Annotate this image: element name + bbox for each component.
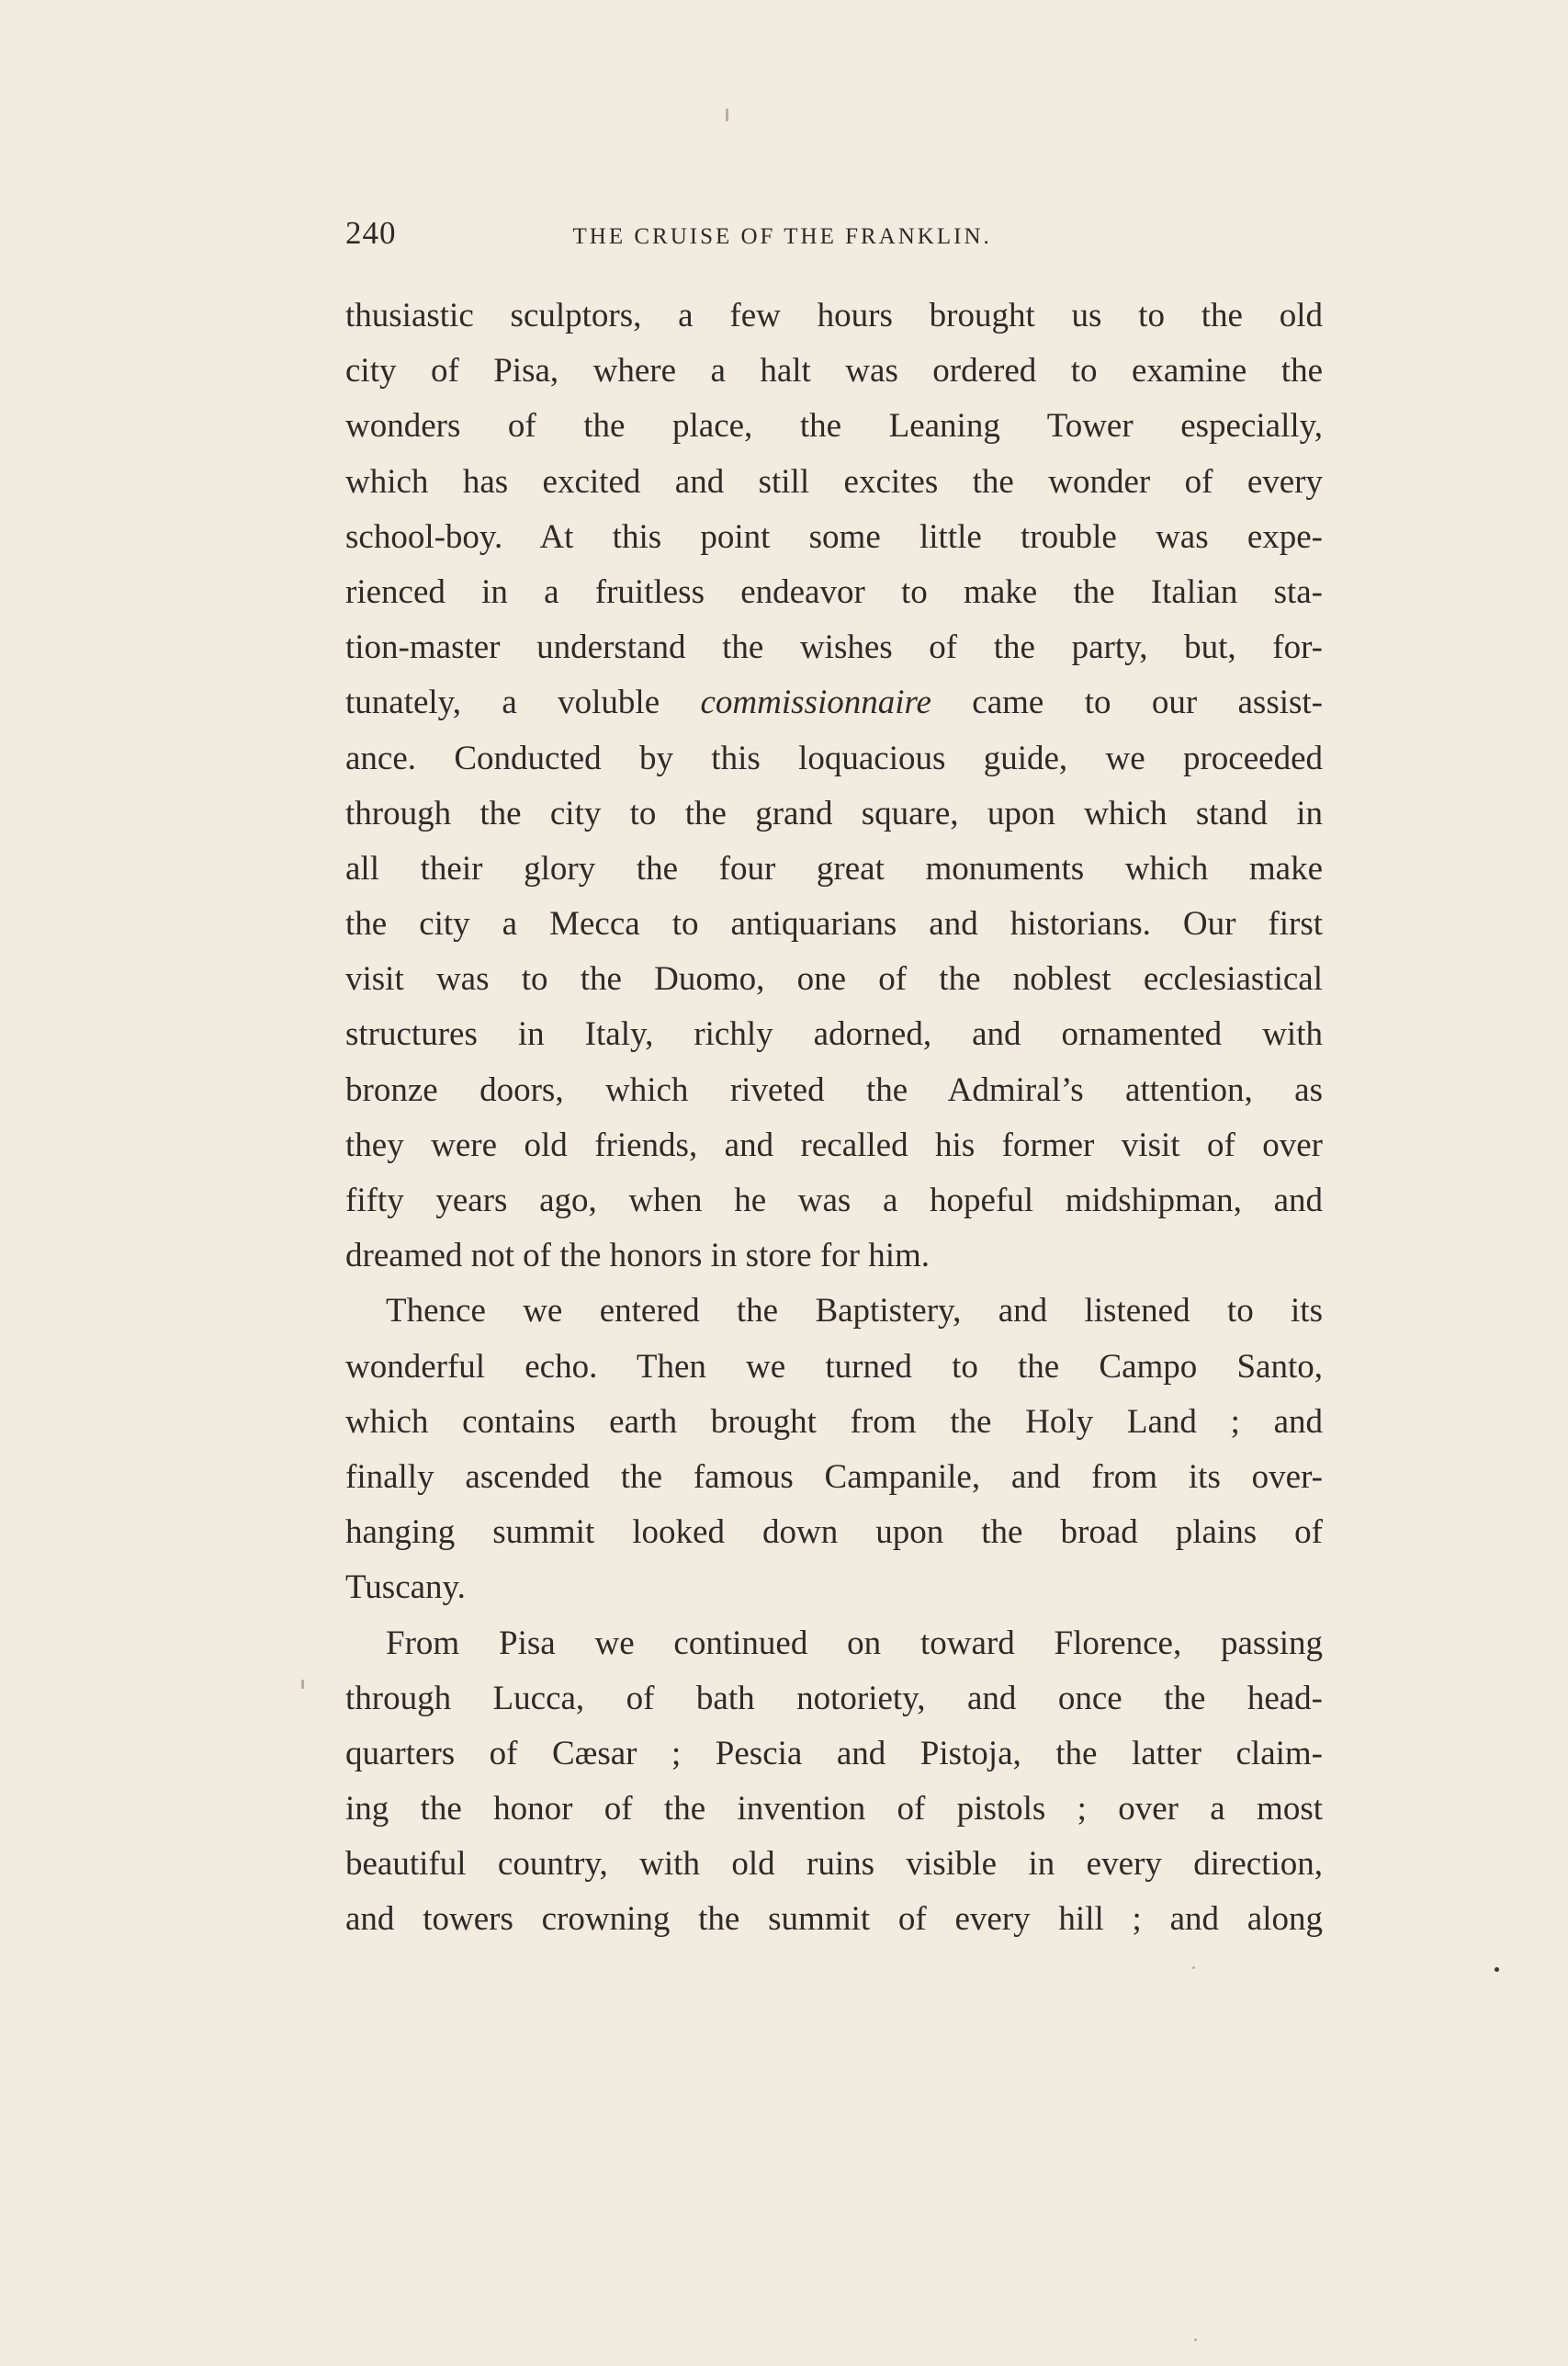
paper-speck xyxy=(726,108,728,121)
text-line: ance. Conducted by this loquacious guide, we proceeded xyxy=(345,739,1323,777)
paper-speck xyxy=(1192,1966,1195,1969)
text-line: through Lucca, of bath notoriety, and once the head- xyxy=(345,1679,1323,1717)
text-line: through the city to the grand square, upon which stand in xyxy=(345,794,1323,832)
page-number: 240 xyxy=(345,215,397,251)
running-title: THE CRUISE OF THE FRANKLIN. xyxy=(572,224,992,249)
text-line: rienced in a fruitless endeavor to make the Italian sta- xyxy=(345,572,1323,611)
text-line: tion-master understand the wishes of the party, but, for- xyxy=(345,628,1323,667)
text-line: school-boy. At this point some little trouble was expe- xyxy=(345,517,1323,556)
paper-speck xyxy=(1194,2338,1197,2341)
text-line: visit was to the Duomo, one of the noblest ecclesiastical xyxy=(345,960,1323,999)
text-line: finally ascended the famous Campanile, and from its over- xyxy=(345,1457,1323,1496)
italic-word: commissionnaire xyxy=(700,684,931,722)
text-line: thusiastic sculptors, a few hours brought us to the old xyxy=(345,297,1323,334)
text-line: all their glory the four great monuments which make xyxy=(345,849,1323,888)
text-line: wonders of the place, the Leaning Tower especially, xyxy=(345,407,1323,446)
text-line-with-italic xyxy=(345,675,1323,730)
paragraph-end-line: Tuscany. xyxy=(345,1568,466,1607)
text-line: fifty years ago, when he was a hopeful midshipman, and xyxy=(345,1182,1323,1219)
text-line: hanging summit looked down upon the broad plains of xyxy=(345,1513,1323,1552)
text-line: which has excited and still excites the wonder of every xyxy=(345,462,1323,501)
text-segment: came to our assist- xyxy=(931,684,1324,722)
text-line: beautiful country, with old ruins visible in every direction, xyxy=(345,1845,1323,1884)
text-line: they were old friends, and recalled his former visit of over xyxy=(345,1126,1323,1164)
text-line: ing the honor of the invention of pistols ; over a most xyxy=(345,1790,1323,1828)
text-segment: tunately, a voluble xyxy=(345,684,701,722)
paper-speck xyxy=(301,1680,304,1689)
text-line: which contains earth brought from the Holy Land ; and xyxy=(345,1402,1323,1441)
text-line: structures in Italy, richly adorned, and ornamented with xyxy=(345,1015,1323,1054)
text-line: and towers crowning the summit of every hill ; and along xyxy=(345,1900,1323,1939)
running-head xyxy=(345,215,1319,261)
text-line: bronze doors, which riveted the Admiral’s attention, as xyxy=(345,1070,1323,1109)
text-line: quarters of Cæsar ; Pescia and Pistoja, the latter claim- xyxy=(345,1734,1323,1772)
text-line: city of Pisa, where a halt was ordered to examine the xyxy=(345,352,1323,391)
paper-speck xyxy=(1495,1967,1499,1972)
text-line: the city a Mecca to antiquarians and historians. Our first xyxy=(345,905,1323,944)
body-text xyxy=(345,289,1323,1948)
paragraph-start-line: Thence we entered the Baptistery, and listened to its xyxy=(386,1292,1323,1330)
paragraph-start-line: From Pisa we continued on toward Florence, passing xyxy=(386,1624,1323,1662)
paragraph-end-line: dreamed not of the honors in store for him. xyxy=(345,1237,931,1275)
text-line: wonderful echo. Then we turned to the Campo Santo, xyxy=(345,1347,1323,1386)
